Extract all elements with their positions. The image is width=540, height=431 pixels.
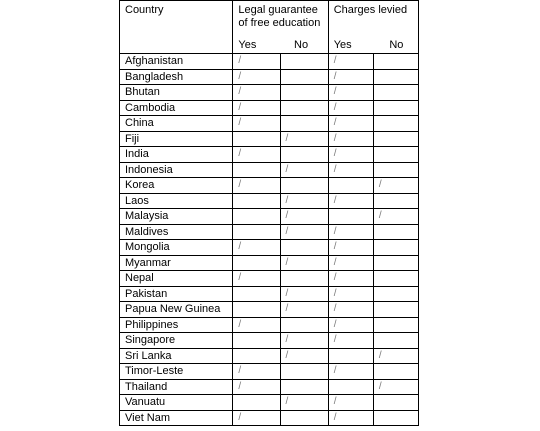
country-cell: Papua New Guinea (120, 302, 233, 318)
legal-yes-cell: / (233, 240, 280, 256)
table-body (120, 54, 419, 426)
legal-no-cell (280, 379, 328, 395)
table-row (120, 348, 419, 364)
legal-yes-cell (233, 131, 280, 147)
legal-yes-cell (233, 224, 280, 240)
charges-no-cell (373, 224, 418, 240)
legal-no-cell: / (280, 224, 328, 240)
table-row (120, 271, 419, 287)
charges-yes-cell: / (328, 54, 373, 70)
legal-no-cell (280, 410, 328, 426)
legal-no-cell: / (280, 193, 328, 209)
country-cell: Pakistan (120, 286, 233, 302)
header-country: Country (120, 1, 233, 40)
legal-yes-cell: / (233, 69, 280, 85)
legal-yes-cell (233, 162, 280, 178)
legal-no-cell: / (280, 348, 328, 364)
legal-yes-cell: / (233, 271, 280, 287)
table-row (120, 364, 419, 380)
charges-no-cell (373, 302, 418, 318)
legal-yes-cell: / (233, 379, 280, 395)
legal-yes-cell (233, 348, 280, 364)
legal-yes-cell (233, 209, 280, 225)
legal-yes-cell (233, 193, 280, 209)
charges-yes-cell: / (328, 410, 373, 426)
table-row (120, 317, 419, 333)
legal-no-cell (280, 54, 328, 70)
charges-yes-cell: / (328, 271, 373, 287)
charges-yes-cell: / (328, 317, 373, 333)
charges-yes-cell: / (328, 131, 373, 147)
charges-yes-cell: / (328, 333, 373, 349)
country-cell: Singapore (120, 333, 233, 349)
charges-yes-cell: / (328, 100, 373, 116)
legal-no-cell (280, 240, 328, 256)
legal-yes-cell (233, 286, 280, 302)
charges-yes-cell: / (328, 286, 373, 302)
table-row (120, 224, 419, 240)
charges-no-cell: / (373, 209, 418, 225)
legal-yes-cell: / (233, 54, 280, 70)
legal-no-cell (280, 271, 328, 287)
charges-no-cell (373, 69, 418, 85)
table-row (120, 255, 419, 271)
legal-yes-cell: / (233, 364, 280, 380)
charges-no-cell: / (373, 178, 418, 194)
legal-yes-cell: / (233, 100, 280, 116)
country-cell: Fiji (120, 131, 233, 147)
legal-yes-cell: / (233, 317, 280, 333)
country-cell: Sri Lanka (120, 348, 233, 364)
table-row (120, 286, 419, 302)
country-cell: Indonesia (120, 162, 233, 178)
country-cell: Mongolia (120, 240, 233, 256)
legal-no-cell: / (280, 162, 328, 178)
charges-yes-cell (328, 379, 373, 395)
legal-no-cell (280, 100, 328, 116)
table-row (120, 54, 419, 70)
header-legal-no: No (280, 39, 328, 54)
charges-no-cell (373, 131, 418, 147)
legal-yes-cell (233, 302, 280, 318)
charges-no-cell (373, 286, 418, 302)
country-cell: Nepal (120, 271, 233, 287)
country-cell: Thailand (120, 379, 233, 395)
country-cell: Vanuatu (120, 395, 233, 411)
table-row (120, 379, 419, 395)
legal-yes-cell: / (233, 116, 280, 132)
legal-yes-cell (233, 395, 280, 411)
charges-no-cell (373, 193, 418, 209)
charges-yes-cell: / (328, 395, 373, 411)
legal-yes-cell: / (233, 85, 280, 101)
table-row (120, 333, 419, 349)
charges-yes-cell: / (328, 69, 373, 85)
table-row (120, 85, 419, 101)
charges-yes-cell (328, 348, 373, 364)
charges-no-cell (373, 317, 418, 333)
legal-no-cell (280, 116, 328, 132)
charges-no-cell (373, 364, 418, 380)
charges-no-cell (373, 162, 418, 178)
charges-yes-cell: / (328, 116, 373, 132)
table-row (120, 302, 419, 318)
table-row (120, 116, 419, 132)
country-cell: Myanmar (120, 255, 233, 271)
legal-yes-cell: / (233, 178, 280, 194)
header-legal-guarantee: Legal guarantee of free education (233, 1, 328, 40)
charges-no-cell (373, 240, 418, 256)
charges-no-cell (373, 395, 418, 411)
charges-no-cell (373, 147, 418, 163)
legal-no-cell: / (280, 302, 328, 318)
country-cell: Viet Nam (120, 410, 233, 426)
charges-no-cell (373, 54, 418, 70)
header-charges-yes: Yes (328, 39, 373, 54)
charges-yes-cell: / (328, 364, 373, 380)
charges-no-cell (373, 410, 418, 426)
charges-no-cell: / (373, 348, 418, 364)
legal-no-cell (280, 317, 328, 333)
charges-no-cell (373, 100, 418, 116)
country-cell: Laos (120, 193, 233, 209)
legal-yes-cell (233, 333, 280, 349)
table-row (120, 131, 419, 147)
charges-yes-cell: / (328, 193, 373, 209)
country-cell: Afghanistan (120, 54, 233, 70)
table-row (120, 69, 419, 85)
charges-no-cell (373, 271, 418, 287)
charges-no-cell: / (373, 379, 418, 395)
charges-yes-cell (328, 178, 373, 194)
header-country-spacer (120, 39, 233, 54)
header-charges-levied: Charges levied (328, 1, 418, 40)
legal-no-cell: / (280, 333, 328, 349)
table-row (120, 162, 419, 178)
legal-yes-cell (233, 255, 280, 271)
charges-yes-cell: / (328, 255, 373, 271)
country-cell: Bhutan (120, 85, 233, 101)
table-row (120, 395, 419, 411)
header-charges-no: No (373, 39, 418, 54)
country-cell: China (120, 116, 233, 132)
table-row (120, 147, 419, 163)
table-row (120, 209, 419, 225)
charges-yes-cell: / (328, 302, 373, 318)
header-legal-yes: Yes (233, 39, 280, 54)
country-cell: Philippines (120, 317, 233, 333)
legal-yes-cell: / (233, 410, 280, 426)
table-row (120, 100, 419, 116)
country-cell: India (120, 147, 233, 163)
charges-no-cell (373, 333, 418, 349)
legal-yes-cell: / (233, 147, 280, 163)
country-cell: Malaysia (120, 209, 233, 225)
education-table (119, 0, 419, 426)
legal-no-cell: / (280, 255, 328, 271)
charges-yes-cell (328, 209, 373, 225)
charges-yes-cell: / (328, 224, 373, 240)
country-cell: Maldives (120, 224, 233, 240)
legal-no-cell (280, 85, 328, 101)
charges-yes-cell: / (328, 85, 373, 101)
country-cell: Bangladesh (120, 69, 233, 85)
charges-no-cell (373, 255, 418, 271)
charges-no-cell (373, 85, 418, 101)
country-cell: Korea (120, 178, 233, 194)
legal-no-cell: / (280, 131, 328, 147)
legal-no-cell: / (280, 209, 328, 225)
charges-no-cell (373, 116, 418, 132)
table-row (120, 240, 419, 256)
charges-yes-cell: / (328, 147, 373, 163)
charges-yes-cell: / (328, 240, 373, 256)
charges-yes-cell: / (328, 162, 373, 178)
legal-no-cell: / (280, 286, 328, 302)
legal-no-cell (280, 364, 328, 380)
table-row (120, 178, 419, 194)
table-row (120, 410, 419, 426)
country-cell: Cambodia (120, 100, 233, 116)
table-row (120, 193, 419, 209)
legal-no-cell (280, 147, 328, 163)
country-cell: Timor-Leste (120, 364, 233, 380)
legal-no-cell (280, 178, 328, 194)
legal-no-cell (280, 69, 328, 85)
legal-no-cell: / (280, 395, 328, 411)
